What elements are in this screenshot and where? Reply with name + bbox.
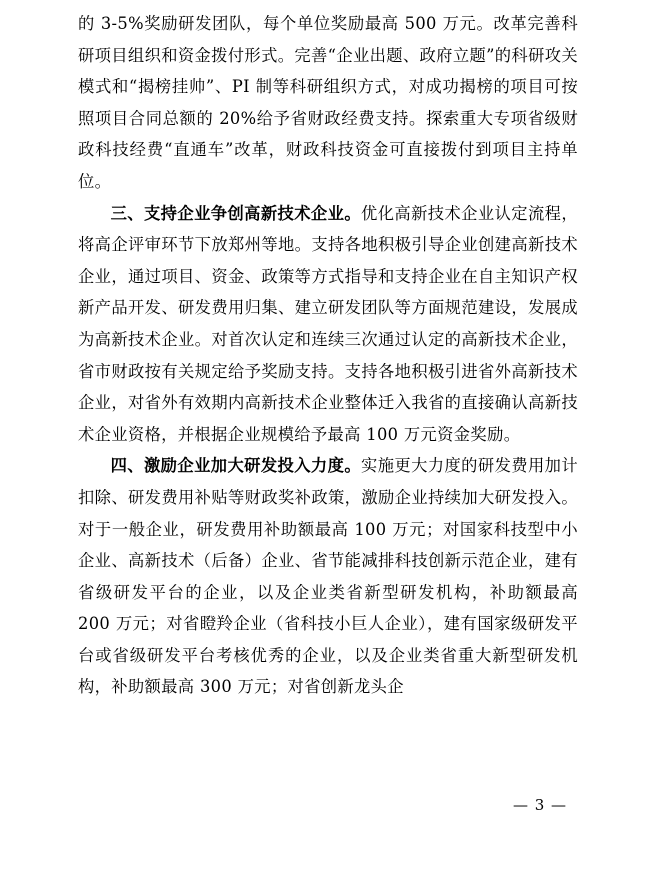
section-heading-three: 三、支持企业争创高新技术企业。 [110, 203, 362, 223]
paragraph-high-tech-enterprise [78, 198, 578, 451]
paragraph-text: 实施更大力度的研发费用加计扣除、研发费用补贴等财政奖补政策，激励企业持续加大研发投入。对于一般企业，研发费用补助额最高 100 万元；对国家科技型中小企业、高新技术（后备）企业、省节能减排科技创新示范企业，建有省级研发平台的企业，以及企业类省新型研发机构，补助额最高 200 万元；对省瞪羚企业（省科技小巨人企业），建有国家级研发平台或省级研发平台考核优秀的企业，以及企业类省重大新型研发机构，补助额最高 300 万元；对省创新龙头企 [78, 456, 578, 697]
paragraph-rd-investment [78, 450, 578, 703]
page-number: — 3 — [512, 796, 568, 814]
section-heading-four: 四、激励企业加大研发投入力度。 [110, 456, 362, 476]
paragraph-text: 优化高新技术企业认定流程，将高企评审环节下放郑州等地。支持各地积极引导企业创建高新技术企业，通过项目、资金、政策等方式指导和支持企业在自主知识产权新产品开发、研发费用归集、建立研发团队等方面规范建设，发展成为高新技术企业。对首次认定和连续三次通过认定的高新技术企业，省市财政按有关规定给予奖励支持。支持各地积极引进省外高新技术企业，对省外有效期内高新技术企业整体迁入我省的直接确认高新技术企业资格，并根据企业规模给予最高 100 万元资金奖励。 [78, 203, 578, 444]
document-body [78, 8, 578, 703]
paragraph-research-reward [78, 8, 578, 198]
paragraph-text: 的 3-5%奖励研发团队，每个单位奖励最高 500 万元。改革完善科研项目组织和资金拨付形式。完善“企业出题、政府立题”的科研攻关模式和“揭榜挂帅”、PI 制等科研组织方式，对成功揭榜的项目可按照项目合同总额的 20%给予省财政经费支持。探索重大专项省级财政科技经费“直通车”改革，财政科技资金可直接拨付到项目主持单位。 [78, 14, 578, 191]
